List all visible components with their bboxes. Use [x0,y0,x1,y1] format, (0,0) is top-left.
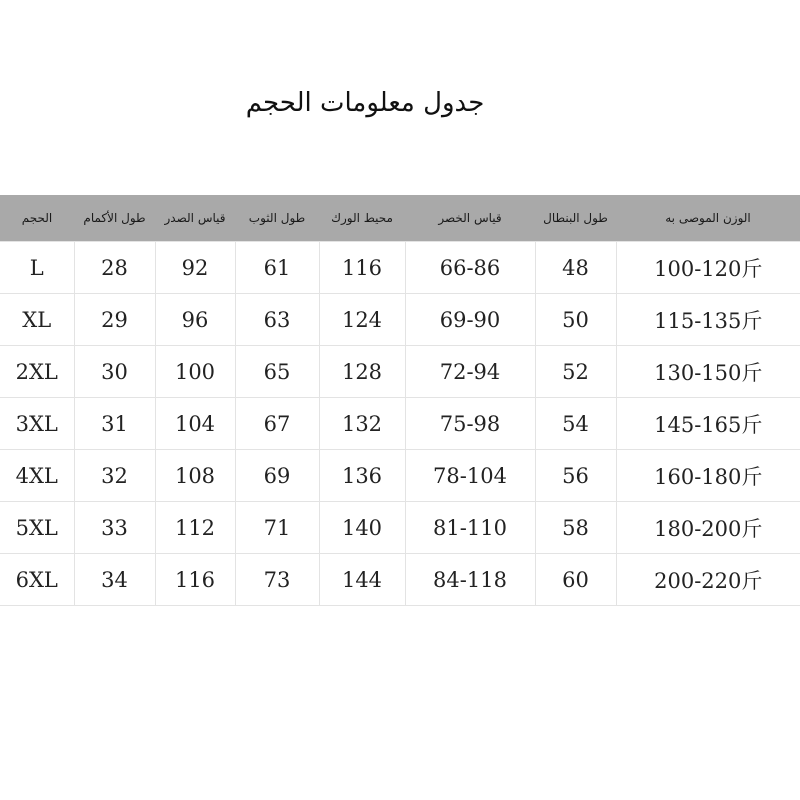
weight-cell: 115-135斤 [616,294,800,346]
waist-cell: 66-86 [405,242,535,294]
pants-length-cell: 54 [535,398,616,450]
pants-length-cell: 60 [535,554,616,606]
size-cell: 5XL [0,502,74,554]
waist-cell: 75-98 [405,398,535,450]
hip-cell: 116 [319,242,405,294]
header-garment-length: طول الثوب [235,195,319,242]
weight-cell: 130-150斤 [616,346,800,398]
table-row [0,294,800,346]
header-pants-length: طول البنطال [535,195,616,242]
weight-cell: 200-220斤 [616,554,800,606]
table-row [0,554,800,606]
waist-cell: 72-94 [405,346,535,398]
pants-length-cell: 52 [535,346,616,398]
garment-length-cell: 65 [235,346,319,398]
pants-length-cell: 50 [535,294,616,346]
weight-cell: 180-200斤 [616,502,800,554]
waist-cell: 84-118 [405,554,535,606]
table-row [0,242,800,294]
chest-cell: 96 [155,294,235,346]
table-row [0,346,800,398]
header-chest: قياس الصدر [155,195,235,242]
sleeve-length-cell: 33 [74,502,155,554]
garment-length-cell: 67 [235,398,319,450]
garment-length-cell: 73 [235,554,319,606]
sleeve-length-cell: 28 [74,242,155,294]
weight-cell: 160-180斤 [616,450,800,502]
size-cell: 2XL [0,346,74,398]
header-recommended-weight: الوزن الموصى به [616,195,800,242]
garment-length-cell: 61 [235,242,319,294]
weight-cell: 100-120斤 [616,242,800,294]
waist-cell: 69-90 [405,294,535,346]
page-title: جدول معلومات الحجم [245,88,485,118]
size-cell: XL [0,294,74,346]
chest-cell: 100 [155,346,235,398]
sleeve-length-cell: 34 [74,554,155,606]
chest-cell: 116 [155,554,235,606]
hip-cell: 124 [319,294,405,346]
garment-length-cell: 63 [235,294,319,346]
garment-length-cell: 69 [235,450,319,502]
sleeve-length-cell: 32 [74,450,155,502]
sleeve-length-cell: 30 [74,346,155,398]
table-row [0,398,800,450]
size-cell: 4XL [0,450,74,502]
header-sleeve-length: طول الأكمام [74,195,155,242]
waist-cell: 78-104 [405,450,535,502]
chest-cell: 92 [155,242,235,294]
waist-cell: 81-110 [405,502,535,554]
weight-cell: 145-165斤 [616,398,800,450]
size-cell: L [0,242,74,294]
table-header-row [0,195,800,242]
chest-cell: 108 [155,450,235,502]
table-row [0,502,800,554]
pants-length-cell: 48 [535,242,616,294]
table-row [0,450,800,502]
size-cell: 6XL [0,554,74,606]
hip-cell: 144 [319,554,405,606]
hip-cell: 132 [319,398,405,450]
header-waist: قياس الخصر [405,195,535,242]
hip-cell: 140 [319,502,405,554]
hip-cell: 128 [319,346,405,398]
header-size: الحجم [0,195,74,242]
chest-cell: 104 [155,398,235,450]
chest-cell: 112 [155,502,235,554]
size-cell: 3XL [0,398,74,450]
pants-length-cell: 56 [535,450,616,502]
hip-cell: 136 [319,450,405,502]
garment-length-cell: 71 [235,502,319,554]
sleeve-length-cell: 31 [74,398,155,450]
size-table [0,195,800,606]
header-hip: محيط الورك [319,195,405,242]
pants-length-cell: 58 [535,502,616,554]
sleeve-length-cell: 29 [74,294,155,346]
